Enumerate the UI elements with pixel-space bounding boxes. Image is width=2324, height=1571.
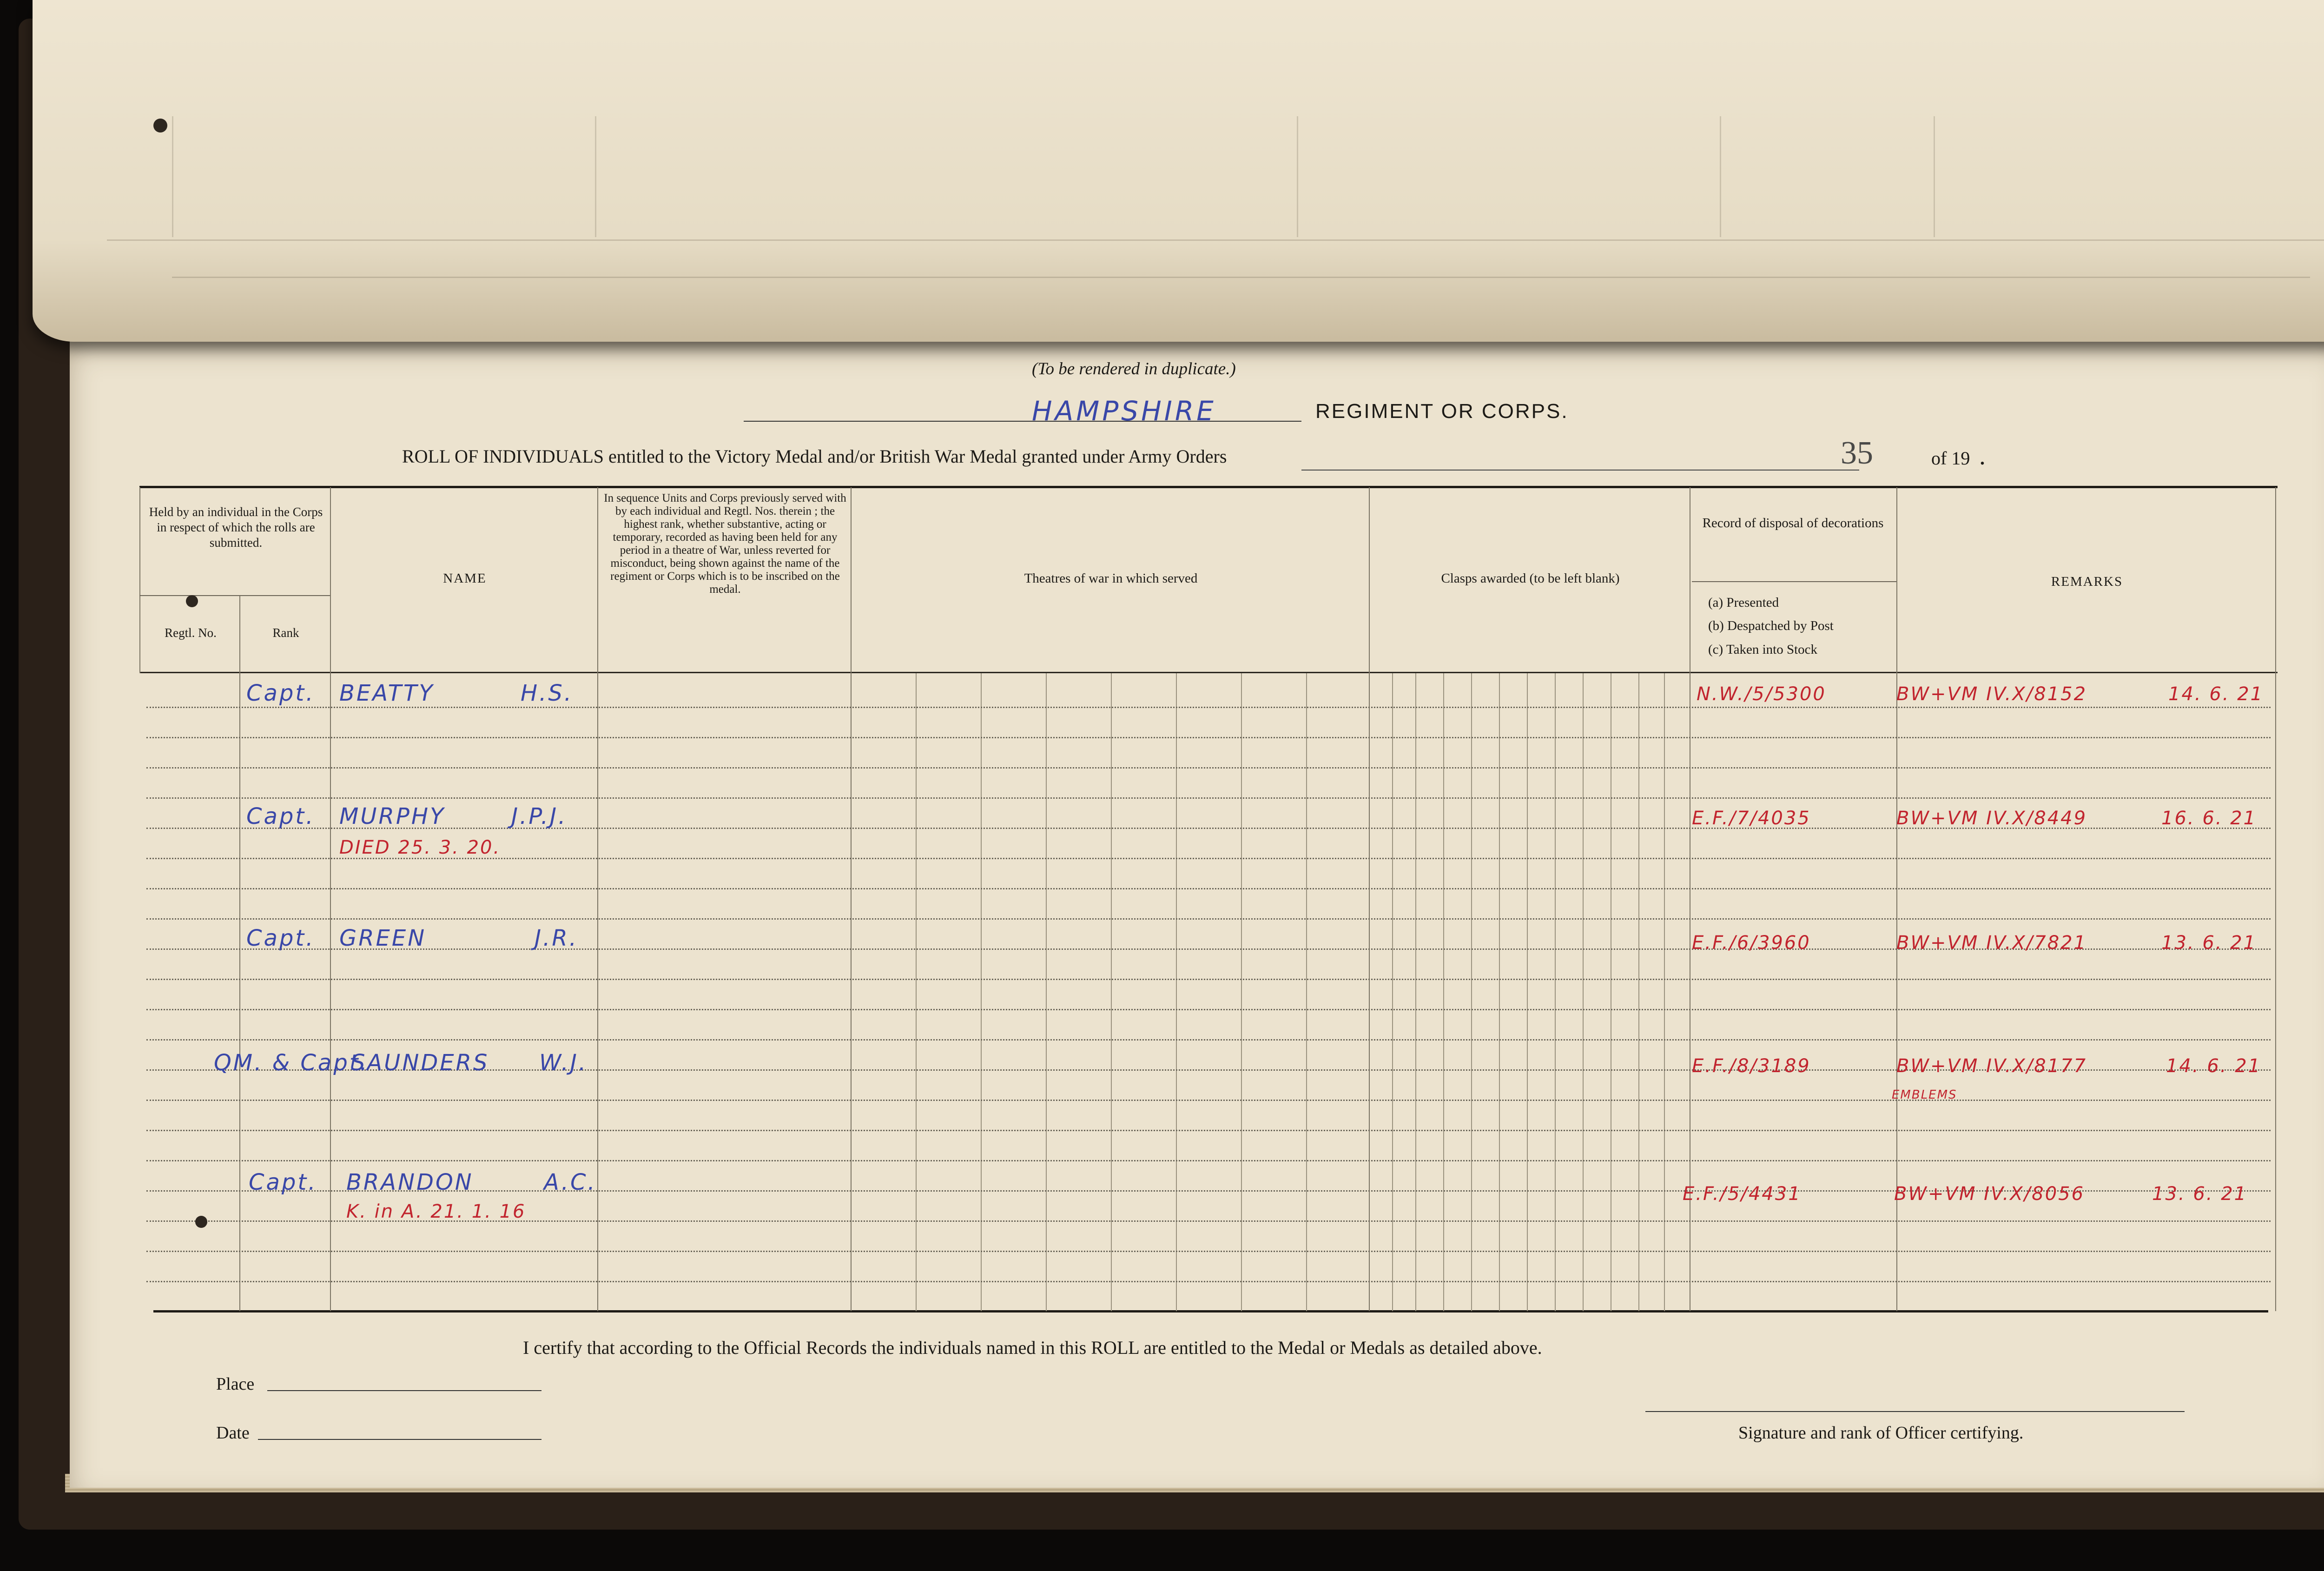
- row-rule: [146, 767, 2271, 769]
- row-rule: [146, 979, 2271, 980]
- regiment-name: HAMPSHIRE: [1032, 395, 1216, 427]
- remarks-date: 13. 6. 21: [2152, 1183, 2248, 1205]
- ghost-rule: [595, 116, 596, 237]
- theatres-header: Theatres of war in which served: [1024, 571, 1198, 586]
- col-rule: [851, 487, 852, 1311]
- theatre-subcol: [916, 673, 917, 1311]
- note-cell: K. in A. 21. 1. 16: [346, 1201, 526, 1222]
- regiment-suffix: REGIMENT OR CORPS.: [1315, 400, 1569, 423]
- binding-hole: [153, 119, 167, 133]
- date-field: [258, 1439, 541, 1440]
- signature-field: [1645, 1411, 2185, 1412]
- remarks-cell: BW+VM IV.X/7821: [1896, 932, 2087, 954]
- remarks-cell: BW+VM IV.X/8152: [1896, 683, 2087, 705]
- disposal-cell: E.F./5/4431: [1683, 1183, 1802, 1205]
- of-label: of 19: [1931, 448, 1970, 469]
- units-header: In sequence Units and Corps previously served with by each individual and Regtl. Nos. therein ; the highest rank, whether substantive, acting or temporary, recorded as having been held for any period in a theatre of War, unless reverted for misconduct, being shown against the name of the regiment or Corps which is to be inscribed on the medal.: [604, 492, 846, 596]
- disposal-b: (b) Despatched by Post: [1708, 618, 1834, 633]
- rank-cell: Capt.: [249, 1169, 317, 1195]
- clasp-subcol: [1664, 673, 1665, 1311]
- name-header: NAME: [443, 571, 487, 586]
- roll-title-underline: [1301, 470, 1859, 471]
- binding-hole: [186, 595, 198, 607]
- row-rule: [146, 707, 2271, 708]
- row-rule: [146, 1039, 2271, 1041]
- initials-cell: J.P.J.: [511, 803, 568, 829]
- row-rule: [146, 1251, 2271, 1252]
- theatre-subcol: [1046, 673, 1047, 1311]
- disposal-subrule: [1692, 581, 1896, 582]
- clasp-subcol: [1638, 673, 1639, 1311]
- ghost-rule: [107, 239, 2324, 241]
- disposal-cell: E.F./6/3960: [1692, 932, 1811, 954]
- header-bottom-rule: [139, 672, 2278, 673]
- surname-cell: MURPHY: [339, 803, 446, 829]
- ghost-rule: [1720, 116, 1721, 237]
- rank-cell: QM. & Capt.: [214, 1050, 369, 1076]
- clasp-subcol: [1415, 673, 1416, 1311]
- initials-cell: A.C.: [544, 1169, 597, 1195]
- disposal-c: (c) Taken into Stock: [1708, 642, 1818, 657]
- row-rule: [146, 1130, 2271, 1131]
- ghost-rule: [1934, 116, 1935, 237]
- place-field: [267, 1390, 541, 1391]
- clasp-subcol: [1583, 673, 1584, 1311]
- row-rule: [146, 1009, 2271, 1010]
- clasps-header: Clasps awarded (to be left blank): [1441, 571, 1620, 586]
- clasp-subcol: [1443, 673, 1444, 1311]
- roll-page: [70, 335, 2324, 1488]
- duplicate-note: (To be rendered in duplicate.): [1032, 359, 1236, 378]
- surname-cell: GREEN: [339, 925, 427, 951]
- col-rule: [330, 487, 331, 1311]
- disposal-cell: N.W./5/5300: [1697, 683, 1826, 705]
- remarks-header: REMARKS: [2051, 574, 2123, 589]
- clasp-subcol: [1471, 673, 1472, 1311]
- table-top-rule: [139, 486, 2278, 488]
- place-label: Place: [216, 1374, 255, 1394]
- col-rule: [1369, 487, 1370, 1311]
- surname-cell: SAUNDERS: [351, 1050, 489, 1076]
- row-rule: [146, 918, 2271, 920]
- rank-cell: Capt.: [246, 925, 315, 951]
- regtl-no-header: Regtl. No.: [165, 626, 217, 640]
- row-rule: [146, 888, 2271, 889]
- row-rule: [146, 737, 2271, 738]
- roll-title: ROLL OF INDIVIDUALS entitled to the Victory Medal and/or British War Medal granted under Army Orders: [402, 446, 1227, 467]
- initials-cell: W.J.: [539, 1050, 588, 1076]
- remarks-cell: BW+VM IV.X/8449: [1896, 808, 2087, 829]
- binding-hole: [195, 1216, 207, 1228]
- regiment-underline: [744, 421, 1301, 422]
- theatre-subcol: [1111, 673, 1112, 1311]
- col-rule: [597, 487, 598, 1311]
- col-rule: [139, 487, 140, 673]
- theatre-subcol: [1306, 673, 1307, 1311]
- held-by-subrule: [139, 595, 330, 596]
- remarks-date: 16. 6. 21: [2161, 808, 2257, 829]
- initials-cell: H.S.: [521, 680, 574, 706]
- rank-cell: Capt.: [246, 803, 315, 829]
- date-label: Date: [216, 1423, 250, 1443]
- page-number: 35: [1841, 435, 1873, 471]
- ghost-rule: [172, 116, 173, 237]
- clasp-subcol: [1555, 673, 1556, 1311]
- ghost-rule: [1297, 116, 1298, 237]
- signature-label: Signature and rank of Officer certifying.: [1738, 1423, 2024, 1443]
- clasp-subcol: [1527, 673, 1528, 1311]
- surname-cell: BEATTY: [339, 680, 435, 706]
- remarks-cell: BW+VM IV.X/8177: [1896, 1055, 2087, 1077]
- remarks-cell: BW+VM IV.X/8056: [1894, 1183, 2085, 1205]
- col-rule: [2275, 487, 2276, 1311]
- disposal-header: Record of disposal of decorations: [1702, 516, 1884, 530]
- initials-cell: J.R.: [535, 925, 579, 951]
- held-by-header: Held by an individual in the Corps in respect of which the rolls are submitted.: [149, 505, 323, 550]
- ghost-rule: [172, 277, 2310, 278]
- note-cell: DIED 25. 3. 20.: [339, 837, 501, 858]
- row-rule: [146, 797, 2271, 799]
- theatre-subcol: [1241, 673, 1242, 1311]
- table-bottom-rule: [153, 1310, 2268, 1312]
- clasp-subcol: [1499, 673, 1500, 1311]
- disposal-cell: E.F./7/4035: [1692, 808, 1811, 829]
- surname-cell: BRANDON: [346, 1169, 474, 1195]
- row-rule: [146, 1160, 2271, 1161]
- clasp-subcol: [1392, 673, 1393, 1311]
- disposal-a: (a) Presented: [1708, 595, 1779, 610]
- remarks-extra: EMBLEMS: [1892, 1088, 1957, 1102]
- remarks-date: 14. 6. 21: [2168, 683, 2264, 705]
- remarks-date: 13. 6. 21: [2161, 932, 2257, 954]
- col-rule: [239, 595, 240, 1311]
- theatre-subcol: [981, 673, 982, 1311]
- rank-cell: Capt.: [246, 680, 315, 706]
- certification-text: I certify that according to the Official Records the individuals named in this ROLL are entitled to the Medal or Medals as detailed above.: [523, 1337, 1542, 1358]
- disposal-cell: E.F./8/3189: [1692, 1055, 1811, 1077]
- theatre-subcol: [1176, 673, 1177, 1311]
- row-rule: [146, 1281, 2271, 1282]
- remarks-date: 14. 6. 21: [2166, 1055, 2262, 1077]
- header-period: .: [1980, 448, 1985, 469]
- folded-previous-page: [33, 0, 2324, 342]
- rank-header: Rank: [272, 626, 299, 640]
